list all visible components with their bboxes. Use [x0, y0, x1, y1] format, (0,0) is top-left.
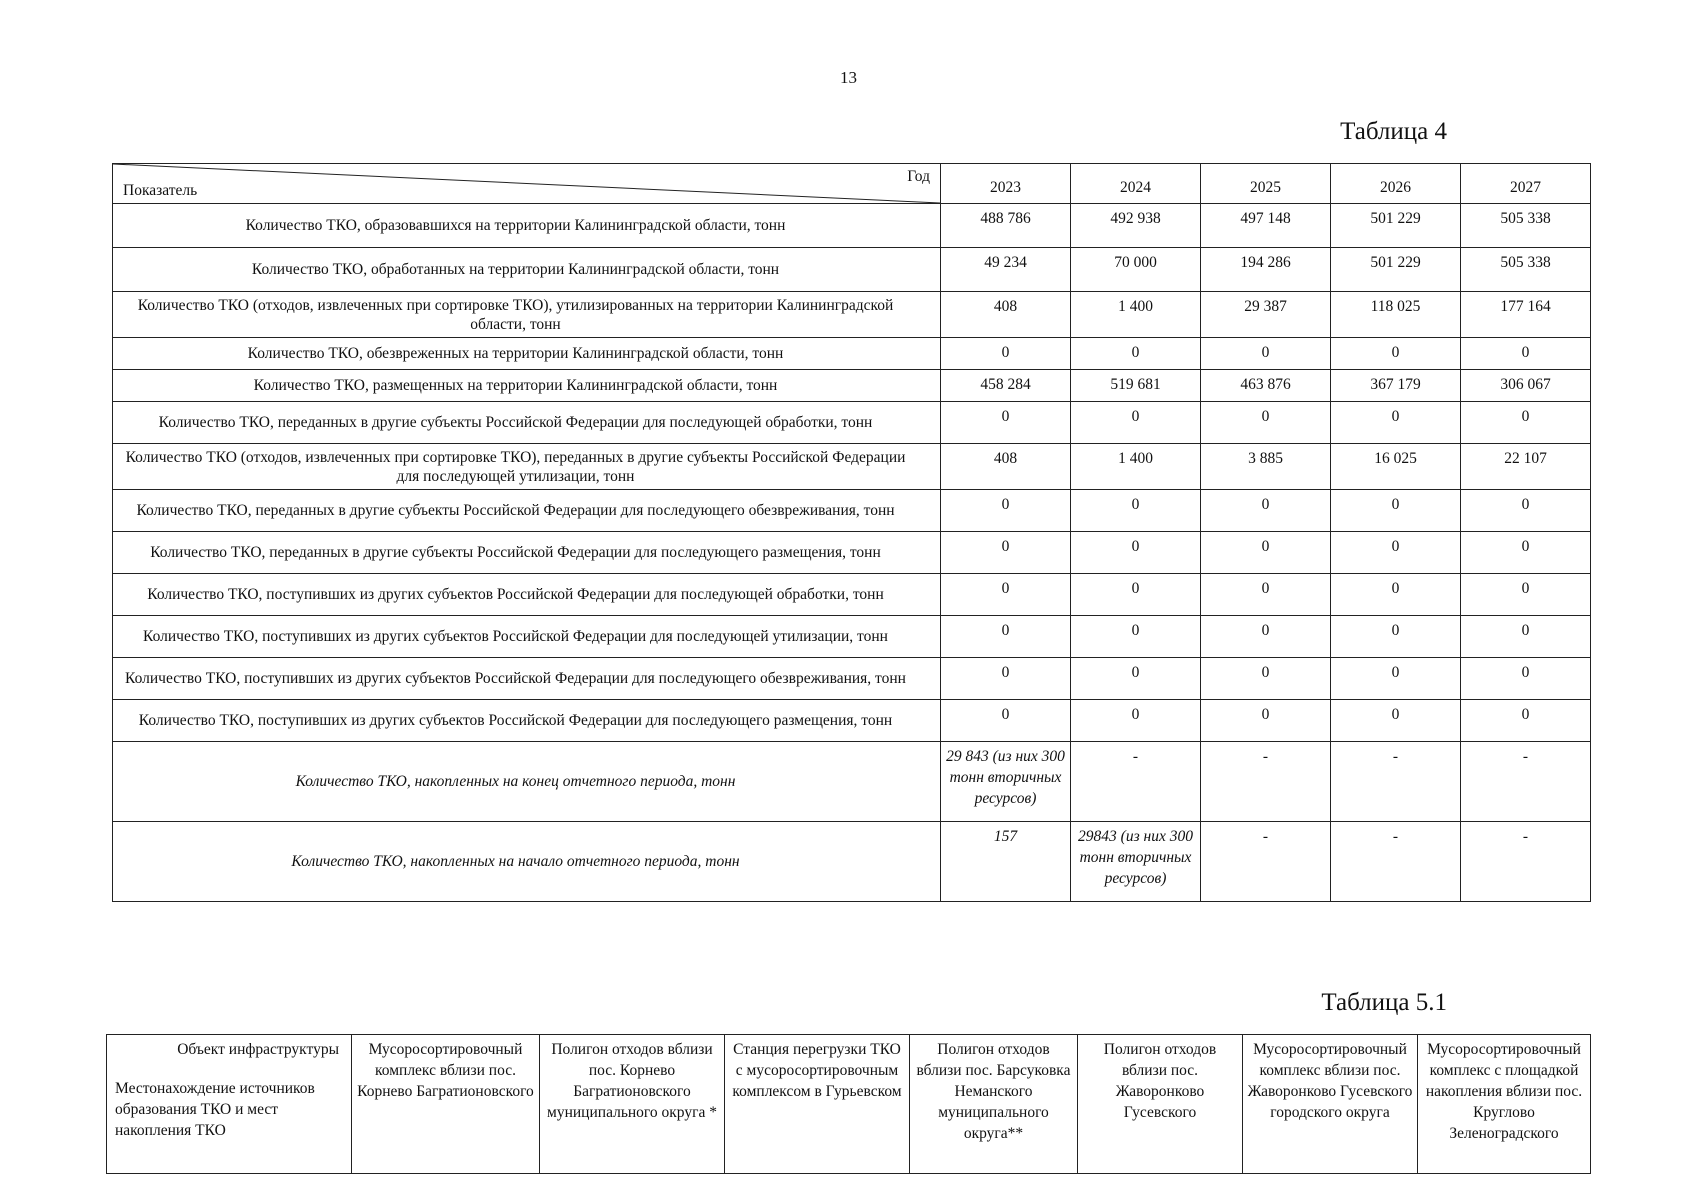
value-cell-2026: 0 [1331, 616, 1461, 658]
table4-row [113, 444, 1591, 490]
facility-column-header: Полигон отходов вблизи пос. Жаворонково Гусевского [1078, 1035, 1243, 1174]
table4-row [113, 574, 1591, 616]
value-cell-2023: 0 [941, 700, 1071, 742]
indicator-label: Количество ТКО, поступивших из других субъектов Российской Федерации для последующего обезвреживания, тонн [113, 658, 941, 700]
facility-column-header: Полигон отходов вблизи пос. Барсуковка Неманского муниципального округа** [910, 1035, 1078, 1174]
indicator-label: Количество ТКО, образовавшихся на территории Калининградской области, тонн [113, 204, 941, 248]
value-cell-2023: 0 [941, 490, 1071, 532]
value-cell-2025: 0 [1201, 616, 1331, 658]
value-cell-2024: 492 938 [1071, 204, 1201, 248]
table4-row [113, 292, 1591, 338]
indicator-label: Количество ТКО, размещенных на территории Калининградской области, тонн [113, 370, 941, 402]
value-cell-2026: 501 229 [1331, 248, 1461, 292]
indicator-label: Количество ТКО (отходов, извлеченных при сортировке ТКО), переданных в другие субъекты Российской Федерации для последующей утилизации, тонн [113, 444, 941, 490]
indicator-label: Количество ТКО, переданных в другие субъекты Российской Федерации для последующего обезвреживания, тонн [113, 490, 941, 532]
value-cell-2025: 29 387 [1201, 292, 1331, 338]
value-cell-2026: 0 [1331, 490, 1461, 532]
value-cell-2025: 497 148 [1201, 204, 1331, 248]
value-cell-2027: 0 [1461, 490, 1591, 532]
table4-row [113, 532, 1591, 574]
indicator-label: Количество ТКО, накопленных на конец отчетного периода, тонн [113, 742, 941, 822]
value-cell-2026: 0 [1331, 532, 1461, 574]
diagonal-line [113, 164, 940, 203]
table4-row [113, 822, 1591, 902]
value-cell-2025: 3 885 [1201, 444, 1331, 490]
value-cell-2023: 0 [941, 532, 1071, 574]
value-cell-2023: 0 [941, 658, 1071, 700]
table-5-1 [106, 1034, 1591, 1174]
facility-column-header: Станция перегрузки ТКО с мусоросортировочным комплексом в Гурьевском [725, 1035, 910, 1174]
value-cell-2023: 29 843 (из них 300 тонн вторичных ресурсов) [941, 742, 1071, 822]
table4-row [113, 338, 1591, 370]
table4-row [113, 402, 1591, 444]
value-cell-2023: 0 [941, 338, 1071, 370]
value-cell-2023: 408 [941, 292, 1071, 338]
value-cell-2026: - [1331, 742, 1461, 822]
header-year-label: Год [907, 168, 930, 185]
value-cell-2027: - [1461, 742, 1591, 822]
object-header-label: Объект инфраструктуры [177, 1041, 339, 1058]
value-cell-2025: 0 [1201, 338, 1331, 370]
indicator-label: Количество ТКО (отходов, извлеченных при сортировке ТКО), утилизированных на территории Калининградской области, тонн [113, 292, 941, 338]
value-cell-2023: 157 [941, 822, 1071, 902]
value-cell-2027: 306 067 [1461, 370, 1591, 402]
value-cell-2027: 0 [1461, 574, 1591, 616]
value-cell-2026: 0 [1331, 574, 1461, 616]
value-cell-2027: 505 338 [1461, 248, 1591, 292]
value-cell-2026: - [1331, 822, 1461, 902]
table4-row [113, 370, 1591, 402]
value-cell-2025: 0 [1201, 490, 1331, 532]
value-cell-2025: - [1201, 742, 1331, 822]
value-cell-2023: 49 234 [941, 248, 1071, 292]
value-cell-2026: 501 229 [1331, 204, 1461, 248]
page-number: 13 [840, 68, 857, 87]
value-cell-2027: 0 [1461, 658, 1591, 700]
table4-row [113, 742, 1591, 822]
indicator-label: Количество ТКО, переданных в другие субъекты Российской Федерации для последующего размещения, тонн [113, 532, 941, 574]
value-cell-2027: 0 [1461, 616, 1591, 658]
value-cell-2026: 0 [1331, 700, 1461, 742]
value-cell-2025: 463 876 [1201, 370, 1331, 402]
value-cell-2024: 0 [1071, 490, 1201, 532]
value-cell-2025: 0 [1201, 574, 1331, 616]
value-cell-2024: 0 [1071, 658, 1201, 700]
object-location-header-cell [107, 1035, 352, 1174]
facility-column-header: Мусоросортировочный комплекс вблизи пос. Корнево Багратионовского [352, 1035, 540, 1174]
value-cell-2024: 0 [1071, 574, 1201, 616]
value-cell-2026: 0 [1331, 402, 1461, 444]
value-cell-2025: 0 [1201, 402, 1331, 444]
value-cell-2023: 408 [941, 444, 1071, 490]
indicator-label: Количество ТКО, накопленных на начало отчетного периода, тонн [113, 822, 941, 902]
value-cell-2024: 0 [1071, 532, 1201, 574]
table4-row [113, 658, 1591, 700]
table51-caption: Таблица 5.1 [1321, 989, 1447, 1016]
value-cell-2026: 118 025 [1331, 292, 1461, 338]
indicator-label: Количество ТКО, поступивших из других субъектов Российской Федерации для последующей утилизации, тонн [113, 616, 941, 658]
value-cell-2027: 0 [1461, 402, 1591, 444]
header-indicator-label: Показатель [123, 182, 198, 199]
year-header-2026: 2026 [1331, 164, 1461, 204]
indicator-label: Количество ТКО, обезвреженных на территории Калининградской области, тонн [113, 338, 941, 370]
value-cell-2024: 1 400 [1071, 444, 1201, 490]
value-cell-2023: 0 [941, 574, 1071, 616]
value-cell-2023: 488 786 [941, 204, 1071, 248]
indicator-label: Количество ТКО, переданных в другие субъекты Российской Федерации для последующей обработки, тонн [113, 402, 941, 444]
location-header-label: Местонахождение источников образования ТКО и мест накопления ТКО [115, 1080, 315, 1139]
value-cell-2024: 0 [1071, 616, 1201, 658]
value-cell-2024: 519 681 [1071, 370, 1201, 402]
value-cell-2025: 0 [1201, 532, 1331, 574]
table4-row [113, 490, 1591, 532]
indicator-label: Количество ТКО, обработанных на территории Калининградской области, тонн [113, 248, 941, 292]
table4-caption: Таблица 4 [1340, 118, 1447, 145]
table4-body [113, 204, 1591, 902]
table4-row [113, 616, 1591, 658]
value-cell-2024: 0 [1071, 338, 1201, 370]
value-cell-2027: 22 107 [1461, 444, 1591, 490]
table4-row [113, 700, 1591, 742]
indicator-label: Количество ТКО, поступивших из других субъектов Российской Федерации для последующей обработки, тонн [113, 574, 941, 616]
facility-column-header: Полигон отходов вблизи пос. Корнево Багратионовского муниципального округа * [540, 1035, 725, 1174]
value-cell-2027: 177 164 [1461, 292, 1591, 338]
value-cell-2026: 0 [1331, 658, 1461, 700]
year-header-2024: 2024 [1071, 164, 1201, 204]
value-cell-2025: - [1201, 822, 1331, 902]
value-cell-2024: 0 [1071, 700, 1201, 742]
value-cell-2027: 0 [1461, 700, 1591, 742]
year-header-2027: 2027 [1461, 164, 1591, 204]
value-cell-2024: 0 [1071, 402, 1201, 444]
value-cell-2026: 16 025 [1331, 444, 1461, 490]
value-cell-2027: 0 [1461, 532, 1591, 574]
table4-row [113, 204, 1591, 248]
value-cell-2023: 458 284 [941, 370, 1071, 402]
value-cell-2024: 70 000 [1071, 248, 1201, 292]
value-cell-2024: 29843 (из них 300 тонн вторичных ресурсов) [1071, 822, 1201, 902]
value-cell-2025: 194 286 [1201, 248, 1331, 292]
value-cell-2024: 1 400 [1071, 292, 1201, 338]
value-cell-2023: 0 [941, 402, 1071, 444]
table4-header-row [113, 164, 1591, 204]
value-cell-2025: 0 [1201, 700, 1331, 742]
value-cell-2026: 367 179 [1331, 370, 1461, 402]
value-cell-2027: 0 [1461, 338, 1591, 370]
year-header-2023: 2023 [941, 164, 1071, 204]
value-cell-2025: 0 [1201, 658, 1331, 700]
value-cell-2024: - [1071, 742, 1201, 822]
table51-header-row [107, 1035, 1591, 1174]
facility-column-header: Мусоросортировочный комплекс вблизи пос. Жаворонково Гусевского городского округа [1243, 1035, 1418, 1174]
table4-row [113, 248, 1591, 292]
table-4 [112, 163, 1591, 902]
value-cell-2027: 505 338 [1461, 204, 1591, 248]
facility-column-header: Мусоросортировочный комплекс с площадкой накопления вблизи пос. Круглово Зеленоградского [1418, 1035, 1591, 1174]
year-header-2025: 2025 [1201, 164, 1331, 204]
value-cell-2026: 0 [1331, 338, 1461, 370]
value-cell-2027: - [1461, 822, 1591, 902]
value-cell-2023: 0 [941, 616, 1071, 658]
header-diagonal-cell [113, 164, 941, 204]
indicator-label: Количество ТКО, поступивших из других субъектов Российской Федерации для последующего размещения, тонн [113, 700, 941, 742]
